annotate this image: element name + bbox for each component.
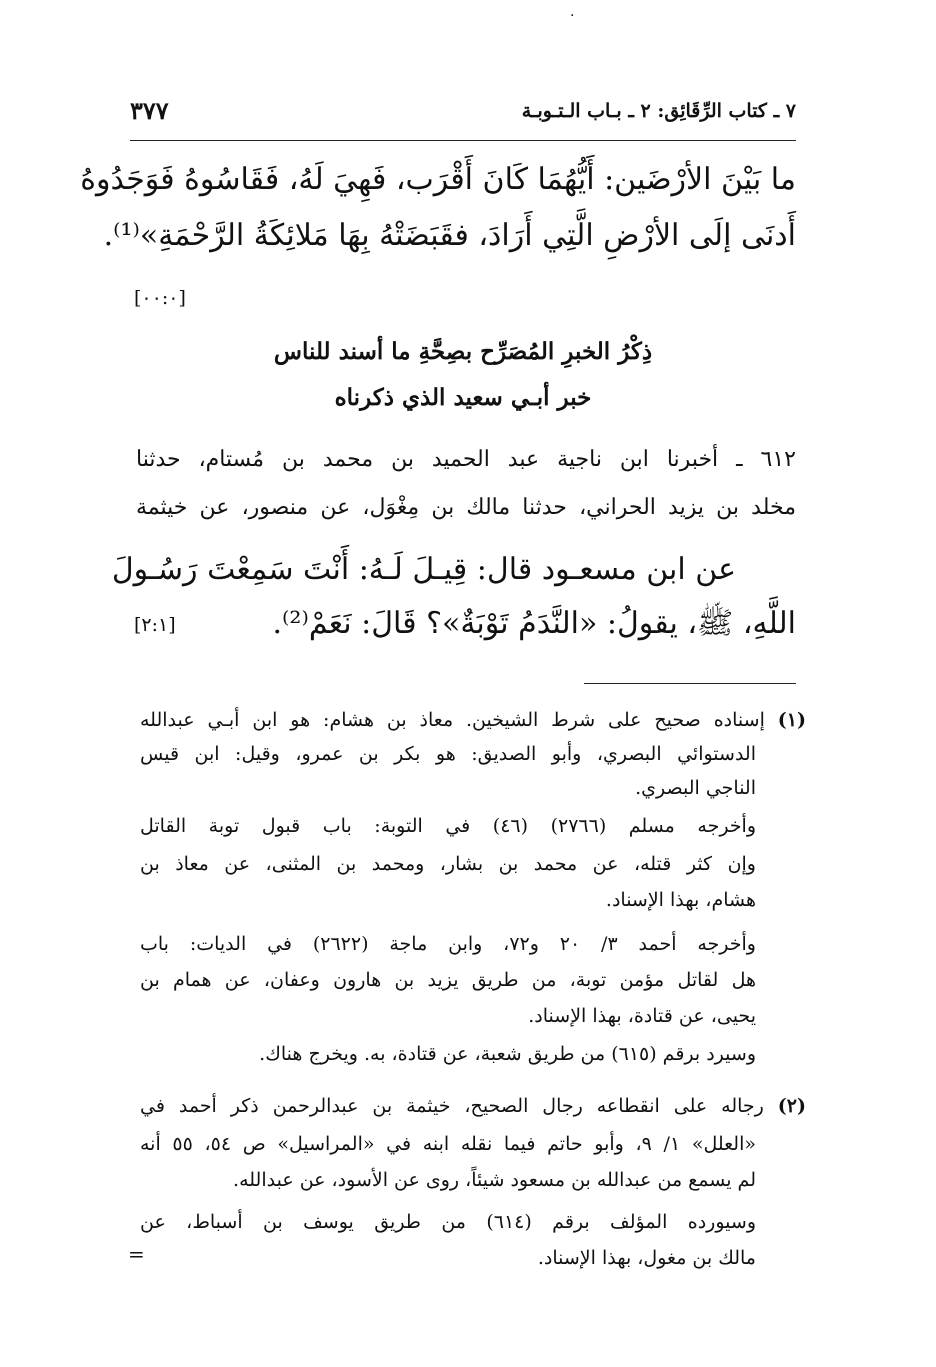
- reference-code: [٢:١]: [134, 614, 176, 636]
- footnote-line: «العلل» ١/ ٩، وأبو حاتم فيما نقله ابنه في «المراسيل» ص ٥٤، ٥٥ أنه: [140, 1133, 756, 1155]
- section-subheading: خبر أبـي سعيد الذي ذكرناه: [334, 384, 592, 411]
- hadith-line: مخلد بن يزيد الحراني، حدثنا مالك بن مِغْوَل، عن منصور، عن خيثمة: [136, 495, 796, 520]
- running-header: [130, 96, 796, 136]
- text-line: أَدنَى إلَى الأرْضِ الَّتِي أَرَادَ، فقَبَضَتْهُ بِهَا مَلائِكَةُ الرَّحْمَةِ»⁽¹⁾.: [103, 218, 796, 253]
- page-number: ٣٧٧: [130, 96, 169, 125]
- header-divider: [130, 140, 796, 141]
- footnote-number: (٢): [777, 1095, 806, 1117]
- reference-code: [٠٠:٠]: [134, 287, 186, 309]
- footnote-divider: [584, 683, 796, 684]
- continuation-mark: =: [128, 1242, 145, 1266]
- footnote-line: وسيورده المؤلف برقم (٦١٤) من طريق يوسف بن أسباط، عن: [140, 1211, 756, 1233]
- footnote-line: وأخرجه مسلم (٢٧٦٦) (٤٦) في التوبة: باب قبول توبة القاتل: [140, 815, 756, 837]
- footnote-number: (١): [777, 709, 806, 731]
- footnote-line: مالك بن مغول، بهذا الإسناد.: [537, 1247, 756, 1269]
- footnote-text: رجاله على انقطاعه رجال الصحيح، خيثمة بن عبدالرحمن ذكر أحمد في: [140, 1095, 764, 1117]
- section-heading: ذِكْرُ الخبرِ المُصَرِّح بصِحَّةِ ما أسند للناس: [273, 338, 653, 365]
- hadith-line: اللَّهِ، ﷺ، يقولُ: «النَّدَمُ تَوْبَةٌ»؟ قَالَ: نَعَمْ⁽²⁾.: [272, 606, 796, 641]
- footnote-line: لم يسمع من عبدالله بن مسعود شيئاً، روى عن الأسود، عن عبدالله.: [233, 1169, 756, 1191]
- footnote-line: هل لقاتل مؤمن توبة، من طريق يزيد بن هارون وعفان، عن همام بن: [140, 969, 756, 991]
- footnote-line: يحيى، عن قتادة، بهذا الإسناد.: [528, 1005, 756, 1027]
- footnote-line: هشام، بهذا الإسناد.: [605, 889, 756, 911]
- footnote-line: وأخرجه أحمد ٣/ ٢٠ و٧٢، وابن ماجة (٢٦٢٢) في الديات: باب: [140, 933, 756, 955]
- hadith-line: عن ابن مسعـود قال: قِيـلَ لَـهُ: أَنْتَ سَمِعْتَ رَسُـولَ: [111, 552, 736, 587]
- text-line: ما بَيْنَ الأرْضَين: أَيُّهُمَا كَانَ أَقْرَب، فَهِيَ لَهُ، فَقَاسُوهُ فَوَجَدُوهُ: [80, 162, 796, 197]
- footnote-line: الدستوائي البصري، وأبو الصديق: هو بكر بن عمرو، وقيل: ابن قيس: [140, 743, 756, 765]
- footnote-line: [140, 704, 806, 736]
- footnote-line: وسيرد برقم (٦١٥) من طريق شعبة، عن قتادة، به. ويخرج هناك.: [259, 1043, 756, 1065]
- scan-speck: ·: [570, 8, 575, 24]
- hadith-line: ٦١٢ ـ أخبرنا ابن ناجية عبد الحميد بن محمد بن مُستام، حدثنا: [136, 447, 796, 472]
- footnote-line: [140, 1090, 806, 1122]
- footnote-text: إسناده صحيح على شرط الشيخين. معاذ بن هشام: هو ابن أبـي عبدالله: [140, 709, 765, 731]
- footnote-line: وإن كثر قتله، عن محمد بن بشار، ومحمد بن المثنى، عن معاذ بن: [140, 853, 756, 875]
- footnote-line: الناجي البصري.: [635, 777, 756, 799]
- chapter-title: ٧ ـ كتاب الرِّقَائِق: ٢ ـ بـاب الـتـوبـة: [521, 100, 796, 122]
